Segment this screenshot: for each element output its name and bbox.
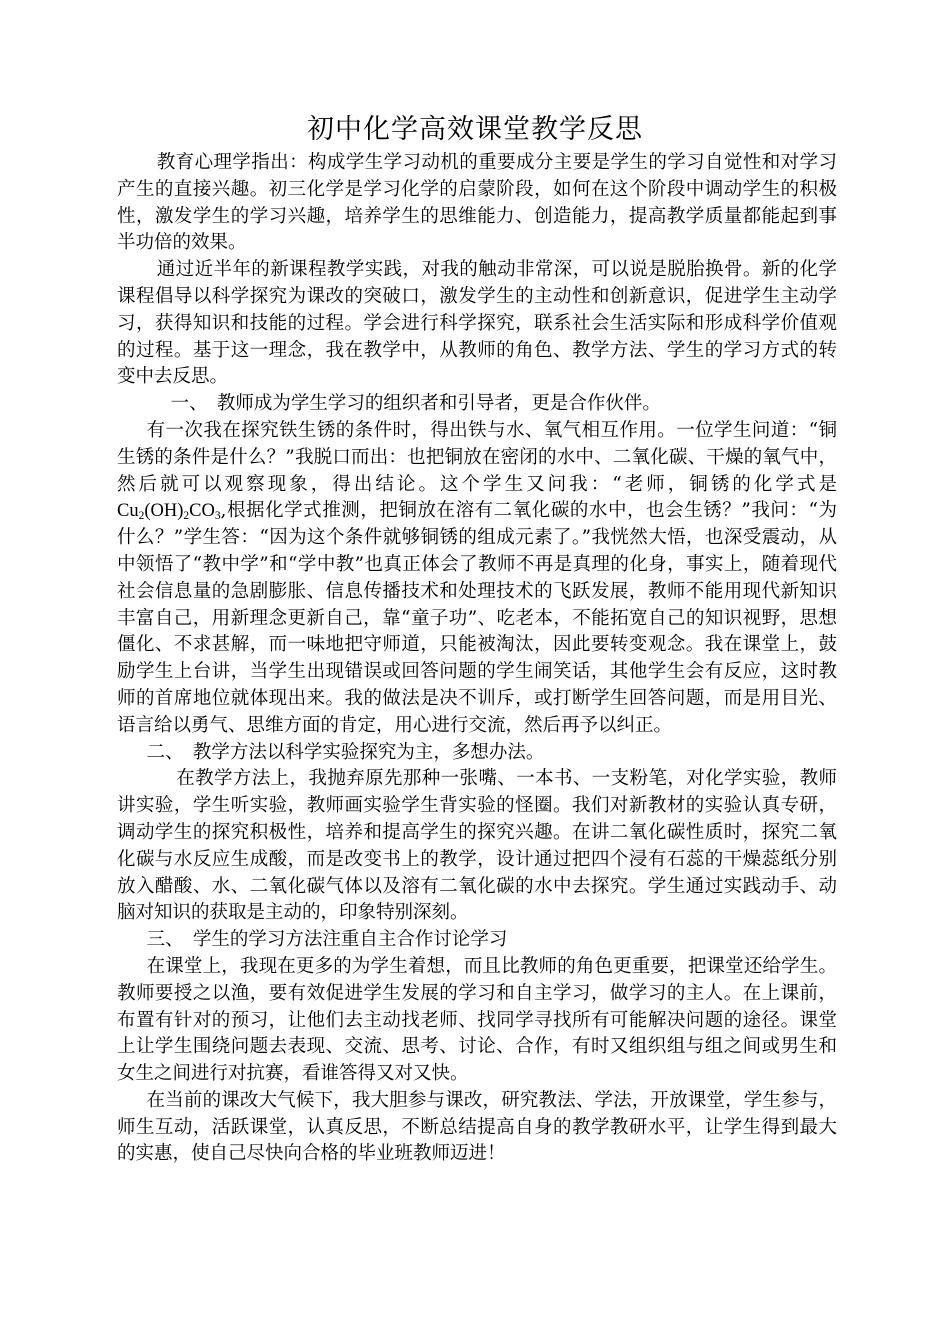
- paragraph-practice: 通过近半年的新课程教学实践，对我的触动非常深，可以说是脱胎换骨。新的化学课程倡导以科学探究为课改的突破口，激发学生的主动性和创新意识，促进学生主动学习，获得知识和技能的过程。学会进行科学探究，联系社会生活实际和形成科学价值观的过程。基于这一理念，我在教学中，从教师的角色、教学方法、学生的学习方式的转变中去反思。: [117, 259, 837, 388]
- section-heading-3: 三、 学生的学习方法注重自主合作讨论学习: [146, 929, 508, 951]
- paragraph-teaching-method: 在教学方法上，我抛弃原先那种一张嘴、一本书、一支粉笔，对化学实验，教师讲实验，学生听实验，教师画实验学生背实验的怪圈。我们对新教材的实验认真专研，调动学生的探究积极性，培养和提高学生的探究兴趣。在讲二氧化碳性质时，探究二氧化碳与水反应生成酸，而是改变书上的教学，设计通过把四个浸有石蕊的干燥蕊纸分别放入醋酸、水、二氧化碳气体以及溶有二氧化碳的水中去探究。学生通过实践动手、动脑对知识的获取是主动的，印象特别深刻。: [117, 768, 837, 924]
- paragraph-intro: 教育心理学指出：构成学生学习动机的重要成分主要是学生的学习自觉性和对学习产生的直接兴趣。初三化学是学习化学的启蒙阶段，如何在这个阶段中调动学生的积极性，激发学生的学习兴趣，培养学生的思维能力、创造能力，提高教学质量都能起到事半功倍的效果。: [117, 152, 837, 254]
- paragraph-copper-rust-part2: ,根据化学式推测，把铜放在溶有二氧化碳的水中，也会生锈？”我问：“为什么？”学生答：“因为这个条件就够铜锈的组成元素了。”我恍然大悟，也深受震动，从中领悟了“教中学”和“学中教”也真正体会了教师不再是真理的化身，事实上，随着现代社会信息量的急剧膨胀、信息传播技术和处理技术的飞跃发展，教师不能用现代新知识丰富自己，用新理念更新自己，靠“童子功”、吃老本，不能拓宽自己的知识视野，思想僵化、不求甚解，而一味地把守师道，只能被淘汰，因此要转变观念。我在课堂上，鼓励学生上台讲，当学生出现错误或回答问题的学生闹笑话，其他学生会有反应，这时教师的首席地位就体现出来。我的做法是决不训斥，或打断学生回答问题，而是用目光、语言给以勇气、思维方面的肯定，用心进行交流，然后再予以纠正。: [117, 500, 837, 736]
- paragraph-learning-method: 在课堂上，我现在更多的为学生着想，而且比教师的角色更重要，把课堂还给学生。教师要授之以渔，要有效促进学生发展的学习和自主学习，做学习的主人。在上课前，布置有针对的预习，让他们去主动找老师、找同学寻找所有可能解决问题的途径。课堂上让学生围绕问题去表现、交流、思考、讨论、合作，有时又组织组与组之间或男生和女生之间进行对抗赛，看谁答得又对又快。: [117, 955, 837, 1085]
- copper-formula: $Cu_2(OH)_2CO_3$: [117, 501, 221, 523]
- paragraph-copper-rust-part1: 有一次我在探究铁生锈的条件时，得出铁与水、氧气相互作用。一位学生问道：“铜生锈的条件是什么？”我脱口而出：也把铜放在密闭的水中、二氧化碳、干燥的氧气中，然后就可以观察现象，得出结论。这个学生又问我：“老师，铜锈的化学式是: [117, 419, 837, 495]
- document-title: 初中化学高效课堂教学反思: [307, 114, 643, 145]
- document-body: [117, 150, 837, 1168]
- section-heading-1: 一、 教师成为学生学习的组织者和引导者，更是合作伙伴。: [170, 393, 661, 415]
- paragraph-copper-rust: [117, 418, 837, 740]
- paragraph-conclusion: 在当前的课改大气候下，我大胆参与课改，研究教法、学法，开放课堂，学生参与，师生互动，活跃课堂，认真反思，不断总结提高自身的教学教研水平，让学生得到最大的实惠，使自己尽快向合格的毕业班教师迈进！: [117, 1089, 837, 1165]
- section-heading-2: 二、 教学方法以科学实验探究为主，多想办法。: [146, 741, 545, 763]
